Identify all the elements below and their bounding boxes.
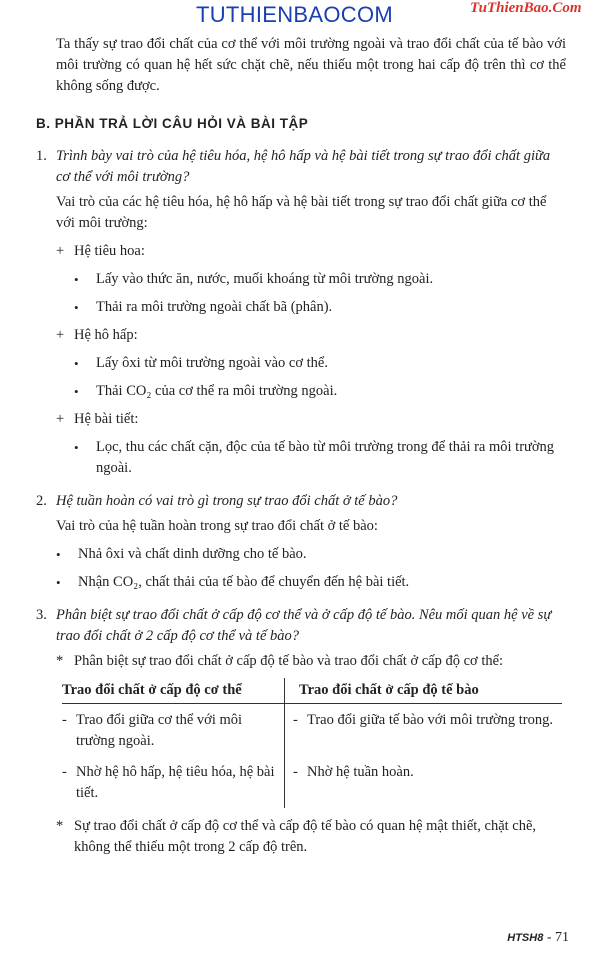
group-title: Hệ hô hấp: (74, 327, 138, 343)
list-item-text: Lọc, thu các chất cặn, độc của tế bào từ môi trường trong để thải ra môi trường ngoài. (96, 439, 555, 476)
table-row (62, 704, 562, 757)
question-text: Hệ tuần hoàn có vai trò gì trong sự trao đổi chất ở tế bào? (56, 493, 398, 509)
section-title: B. PHẦN TRẢ LỜI CÂU HỎI VÀ BÀI TẬP (36, 116, 309, 131)
bullet-icon: • (56, 547, 61, 562)
star-note-text: Sự trao đổi chất ở cấp độ cơ thể và cấp độ tế bào có quan hệ mật thiết, chặt chẽ, không thể thiếu một trong 2 cấp độ trên. (74, 818, 537, 855)
list-item-text: Nhả ôxi và chất dinh dưỡng cho tế bào. (78, 546, 307, 562)
bullet-icon: • (74, 300, 79, 315)
intro-paragraph: Ta thấy sự trao đổi chất của cơ thể với môi trường ngoài và trao đổi chất của tế bào với môi trường có quan hệ hết sức chặt chẽ, nếu thiếu một trong hai cấp độ trên thì cơ thể không sống được. (56, 36, 566, 94)
question-2 (36, 491, 566, 512)
question-number: 1. (36, 148, 47, 164)
star-note (36, 651, 566, 672)
star-note-text: Phân biệt sự trao đổi chất ở cấp độ tế bào và trao đổi chất ở cấp độ cơ thể: (74, 653, 504, 669)
star-note (36, 816, 566, 858)
comparison-table (62, 678, 562, 808)
answer-intro: Vai trò của hệ tuần hoàn trong sự trao đổi chất ở tế bào: (56, 518, 378, 534)
table-cell (285, 756, 563, 808)
group-heading (36, 409, 566, 430)
book-code: HTSH8 (507, 932, 544, 944)
question-1 (36, 146, 566, 188)
bullet-icon: • (74, 440, 79, 455)
list-item (36, 544, 566, 565)
group-heading (36, 325, 566, 346)
table-cell (285, 704, 563, 757)
list-item-text: Thải CO₂ của cơ thể ra môi trường ngoài. (96, 383, 338, 399)
list-item (36, 353, 566, 374)
list-item (36, 437, 566, 479)
list-item (36, 381, 566, 402)
plus-marker: + (56, 411, 65, 427)
bullet-icon: • (56, 575, 61, 590)
answer-intro: Vai trò của các hệ tiêu hóa, hệ hô hấp và hệ bài tiết trong sự trao đổi chất giữa cơ thể với môi trường: (56, 194, 547, 231)
list-item (36, 297, 566, 318)
table-cell-text: Trao đổi giữa tế bào với môi trường trong. (307, 712, 553, 728)
dash-marker: - (293, 764, 298, 780)
question-text: Phân biệt sự trao đổi chất ở cấp độ cơ thể và ở cấp độ tế bào. Nêu mối quan hệ về sự trao đổi chất ở 2 cấp độ cơ thể và tế bào? (56, 607, 552, 644)
footer-separator: - (546, 930, 552, 945)
page-content (36, 34, 566, 858)
list-item-text: Lấy vào thức ăn, nước, muối khoáng từ môi trường ngoài. (96, 271, 434, 287)
table-cell-text: Nhờ hệ tuần hoàn. (307, 764, 414, 780)
table-header-row (62, 678, 562, 704)
group-title: Hệ tiêu hoa: (74, 243, 145, 259)
group-heading (36, 241, 566, 262)
star-marker: * (56, 653, 64, 669)
page-number: 71 (555, 930, 569, 945)
question-3 (36, 605, 566, 647)
dash-marker: - (293, 712, 298, 728)
plus-marker: + (56, 327, 65, 343)
plus-marker: + (56, 243, 65, 259)
table-row (62, 756, 562, 808)
question-number: 2. (36, 493, 47, 509)
table-cell-text: Trao đổi giữa cơ thể với môi trường ngoài. (76, 712, 243, 749)
question-text: Trình bày vai trò của hệ tiêu hóa, hệ hô hấp và hệ bài tiết trong sự trao đổi chất giữa cơ thể với môi trường? (56, 148, 551, 185)
bullet-icon: • (74, 272, 79, 287)
table-header-cell: Trao đổi chất ở cấp độ tế bào (285, 678, 563, 704)
table-cell (62, 704, 285, 757)
table-cell-text: Nhờ hệ hô hấp, hệ tiêu hóa, hệ bài tiết. (76, 764, 275, 801)
bullet-icon: • (74, 356, 79, 371)
list-item (36, 269, 566, 290)
list-item (36, 572, 566, 593)
table-header-cell: Trao đổi chất ở cấp độ cơ thể (62, 678, 285, 704)
star-marker: * (56, 818, 64, 834)
list-item-text: Nhận CO₂, chất thải của tế bào để chuyển đến hệ bài tiết. (78, 574, 410, 590)
dash-marker: - (62, 764, 67, 780)
list-item-text: Lấy ôxi từ môi trường ngoài vào cơ thể. (96, 355, 328, 371)
page-footer (507, 930, 569, 946)
list-item-text: Thải ra môi trường ngoài chất bã (phân). (96, 299, 333, 315)
dash-marker: - (62, 712, 67, 728)
group-title: Hệ bài tiết: (74, 411, 139, 427)
table-cell (62, 756, 285, 808)
watermark-site-name: TUTHIENBAOCOM (196, 2, 394, 27)
watermark-logo: TuThienBao.Com (470, 0, 582, 16)
bullet-icon: • (74, 384, 79, 399)
question-number: 3. (36, 607, 47, 623)
